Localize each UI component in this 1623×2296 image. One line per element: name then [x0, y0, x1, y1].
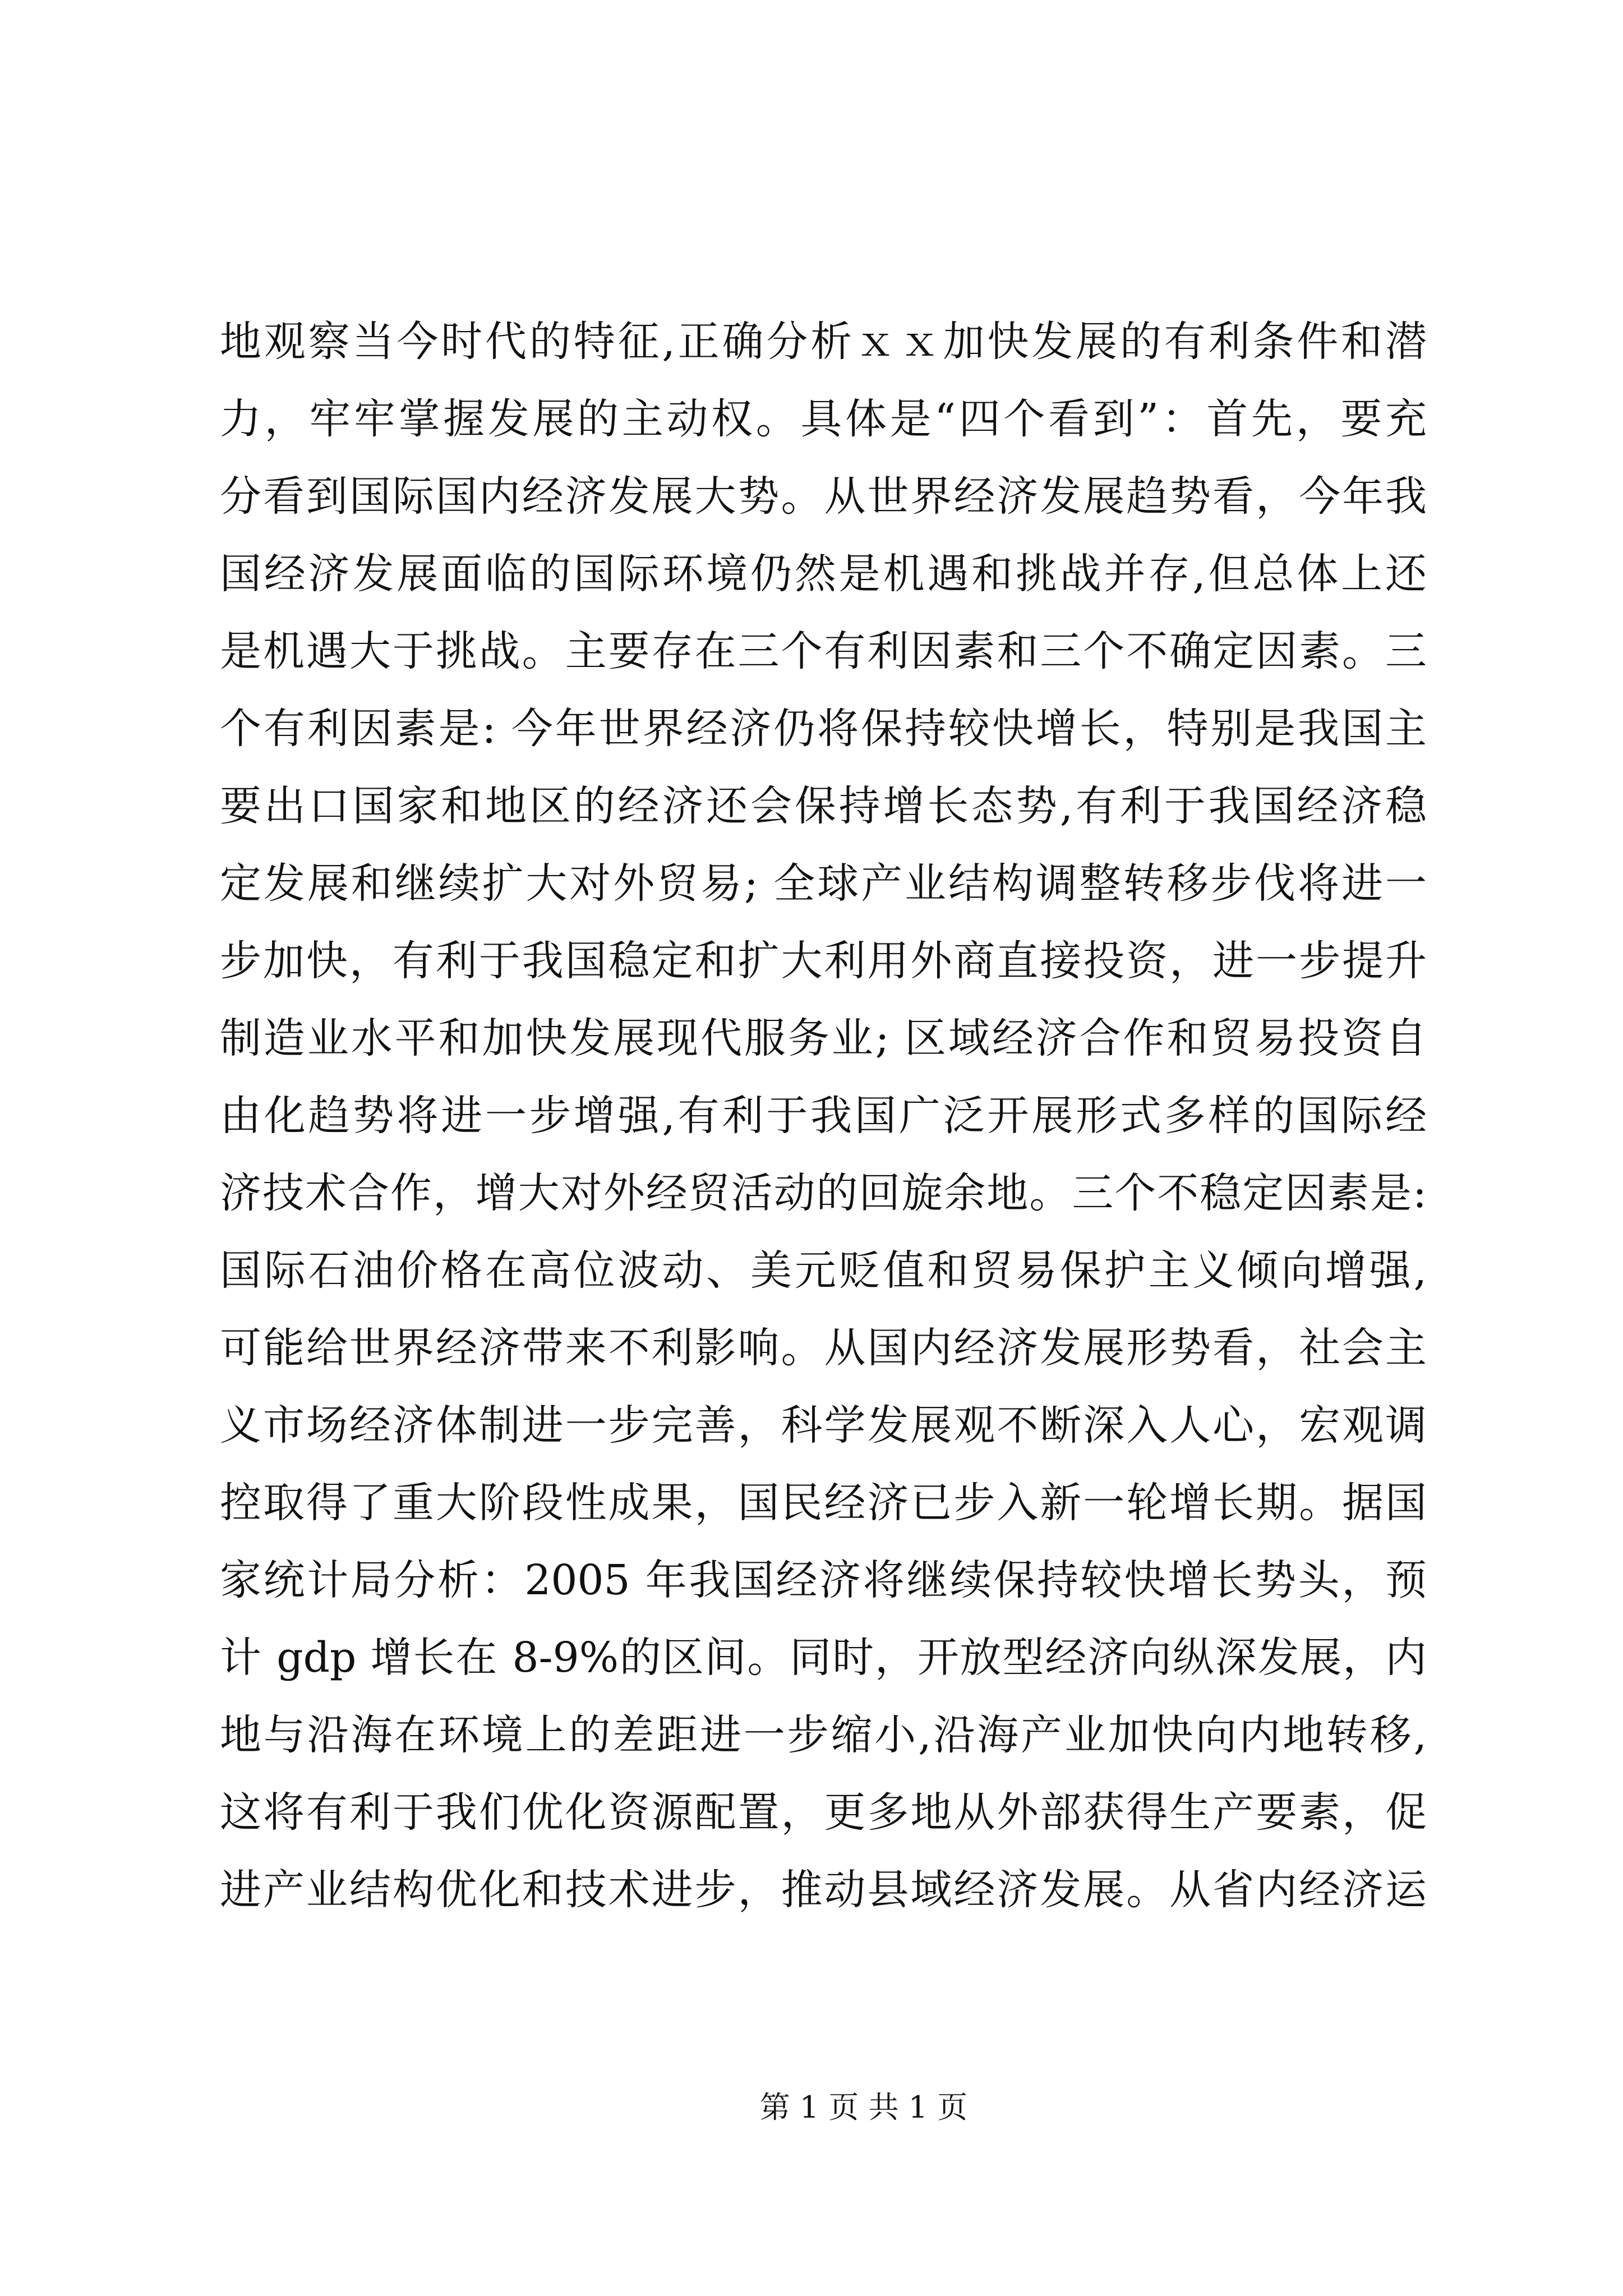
body-text-line: 义市场经济体制进一步完善，科学发展观不断深入人心，宏观调	[220, 1401, 1427, 1450]
body-text-line: 地观察当今时代的特征,正确分析ｘｘ加快发展的有利条件和潜	[220, 318, 1427, 366]
body-text-line: 个有利因素是: 今年世界经济仍将保持较快增长，特别是我国主	[220, 705, 1427, 753]
body-text-line: 计 gdp 增长在 8-9%的区间。同时，开放型经济向纵深发展，内	[220, 1634, 1427, 1682]
body-text-line: 由化趋势将进一步增强,有利于我国广泛开展形式多样的国际经	[220, 1092, 1427, 1140]
body-text-line: 这将有利于我们优化资源配置，更多地从外部获得生产要素，促	[220, 1788, 1427, 1837]
body-text-line: 是机遇大于挑战。主要存在三个有利因素和三个不确定因素。三	[220, 627, 1427, 675]
body-text-line: 地与沿海在环境上的差距进一步缩小,沿海产业加快向内地转移,	[220, 1711, 1427, 1759]
body-text-line: 国际石油价格在高位波动、美元贬值和贸易保护主义倾向增强,	[220, 1246, 1427, 1295]
body-text-line: 进产业结构优化和技术进步，推动县域经济发展。从省内经济运	[220, 1866, 1427, 1914]
body-text-line: 力，牢牢掌握发展的主动权。具体是“四个看到”：首先，要充	[220, 395, 1427, 443]
body-text-line: 济技术合作，增大对外经贸活动的回旋余地。三个不稳定因素是:	[220, 1169, 1427, 1217]
body-text-line: 步加快，有利于我国稳定和扩大利用外商直接投资，进一步提升	[220, 937, 1427, 985]
body-text-line: 可能给世界经济带来不利影响。从国内经济发展形势看，社会主	[220, 1324, 1427, 1372]
body-text-line: 家统计局分析：2005 年我国经济将继续保持较快增长势头，预	[220, 1556, 1427, 1604]
body-text-line: 控取得了重大阶段性成果，国民经济已步入新一轮增长期。据国	[220, 1479, 1427, 1527]
page-footer: 第 1 页 共 1 页	[759, 2090, 968, 2125]
body-text-line: 制造业水平和加快发展现代服务业; 区域经济合作和贸易投资自	[220, 1014, 1427, 1062]
body-text-line: 要出口国家和地区的经济还会保持增长态势,有利于我国经济稳	[220, 782, 1427, 830]
body-text-line: 国经济发展面临的国际环境仍然是机遇和挑战并存,但总体上还	[220, 550, 1427, 598]
body-text-line: 定发展和继续扩大对外贸易; 全球产业结构调整转移步伐将进一	[220, 859, 1427, 908]
body-text	[220, 303, 1427, 1929]
body-text-line: 分看到国际国内经济发展大势。从世界经济发展趋势看，今年我	[220, 472, 1427, 521]
